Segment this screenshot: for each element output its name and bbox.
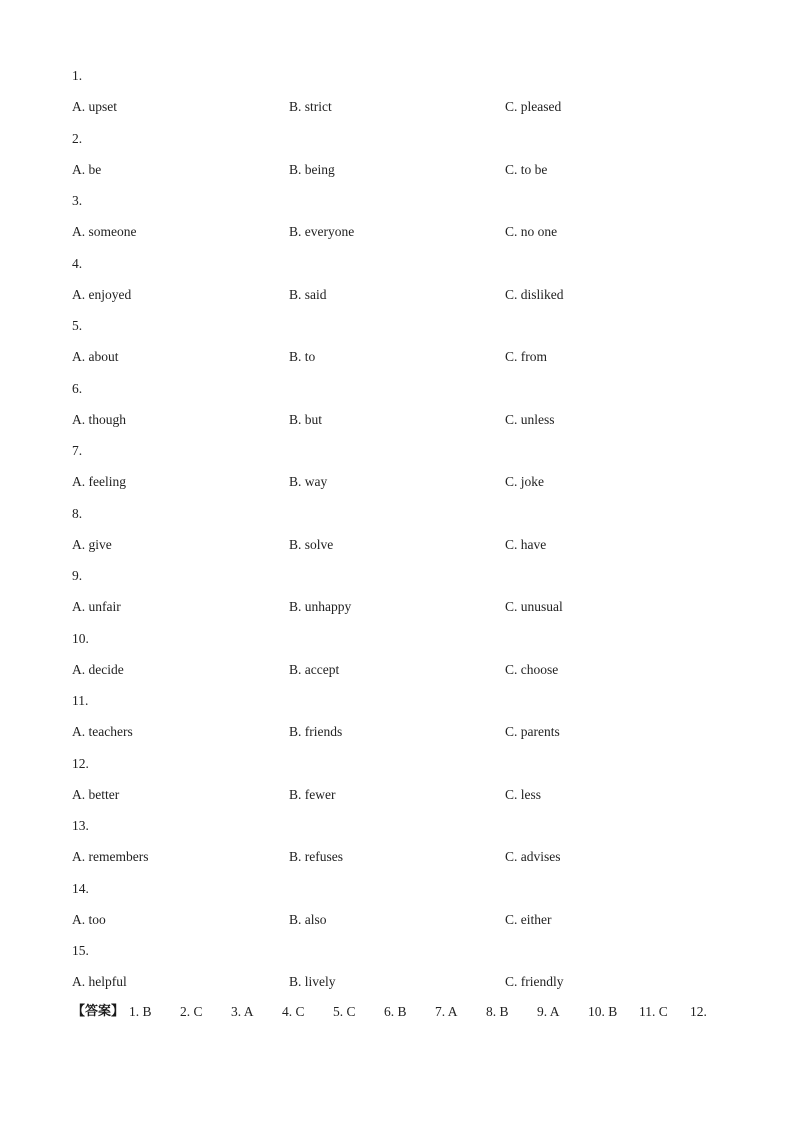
option-a: A. remembers (72, 849, 149, 864)
option-a: A. too (72, 911, 106, 927)
option-c: C. choose (505, 661, 559, 677)
option-a: A. give (72, 536, 112, 552)
question-number: 2. (72, 130, 83, 146)
question-number: 7. (72, 443, 83, 458)
option-a: A. enjoyed (72, 286, 132, 302)
answer-item: 9. A (537, 1004, 560, 1019)
question-number: 4. (72, 255, 83, 271)
option-c: C. friendly (505, 974, 564, 989)
option-b: B. solve (289, 536, 334, 552)
answer-item: 5. C (333, 1004, 356, 1019)
option-b: B. but (289, 411, 323, 427)
option-a: A. someone (72, 224, 137, 239)
option-c: C. have (505, 536, 547, 552)
question-number: 13. (72, 818, 89, 833)
question-number: 12. (72, 755, 89, 771)
option-b: B. refuses (289, 849, 343, 864)
answer-item: 7. A (435, 1004, 458, 1019)
question-number: 5. (72, 318, 83, 333)
answer-item: 2. C (180, 1004, 203, 1019)
option-b: B. fewer (289, 786, 336, 802)
answer-item: 12. (690, 1004, 707, 1019)
option-b: B. also (289, 911, 327, 927)
option-c: C. unless (505, 411, 555, 427)
option-a: A. though (72, 411, 126, 427)
option-b: B. to (289, 349, 316, 364)
option-c: C. less (505, 786, 542, 802)
option-c: C. parents (505, 724, 560, 739)
option-a: A. decide (72, 661, 124, 677)
answer-item: 11. C (639, 1004, 668, 1019)
option-b: B. said (289, 286, 327, 302)
option-c: C. no one (505, 224, 558, 239)
option-c: C. joke (505, 474, 544, 489)
option-a: A. teachers (72, 724, 133, 739)
option-b: B. strict (289, 99, 332, 114)
answer-item: 10. B (588, 1004, 618, 1019)
answer-key-label: 【答案】 (72, 1004, 125, 1019)
answer-item: 4. C (282, 1004, 305, 1019)
question-number: 9. (72, 568, 83, 583)
question-number: 1. (72, 68, 83, 83)
option-c: C. unusual (505, 599, 563, 614)
option-b: B. unhappy (289, 599, 352, 614)
question-number: 10. (72, 630, 89, 646)
answer-key (72, 1004, 752, 1020)
answer-item: 6. B (384, 1004, 407, 1019)
question-number: 14. (72, 880, 89, 896)
option-a: A. feeling (72, 474, 126, 489)
option-a: A. be (72, 161, 102, 177)
option-a: A. about (72, 349, 119, 364)
question-number: 3. (72, 193, 83, 208)
answer-item: 1. B (129, 1004, 152, 1019)
option-c: C. to be (505, 161, 548, 177)
option-c: C. advises (505, 849, 561, 864)
option-b: B. way (289, 474, 328, 489)
option-a: A. unfair (72, 599, 121, 614)
answer-item: 8. B (486, 1004, 509, 1019)
answer-item: 3. A (231, 1004, 254, 1019)
question-number: 15. (72, 943, 89, 958)
option-c: C. pleased (505, 99, 562, 114)
question-number: 6. (72, 380, 83, 396)
option-a: A. helpful (72, 974, 127, 989)
option-b: B. lively (289, 974, 336, 989)
option-c: C. disliked (505, 286, 564, 302)
option-b: B. friends (289, 724, 343, 739)
option-c: C. either (505, 911, 552, 927)
option-b: B. accept (289, 661, 340, 677)
option-b: B. being (289, 161, 335, 177)
question-number: 8. (72, 505, 83, 521)
question-number: 11. (72, 693, 89, 708)
option-a: A. upset (72, 99, 117, 114)
option-c: C. from (505, 349, 547, 364)
option-a: A. better (72, 786, 120, 802)
option-b: B. everyone (289, 224, 355, 239)
